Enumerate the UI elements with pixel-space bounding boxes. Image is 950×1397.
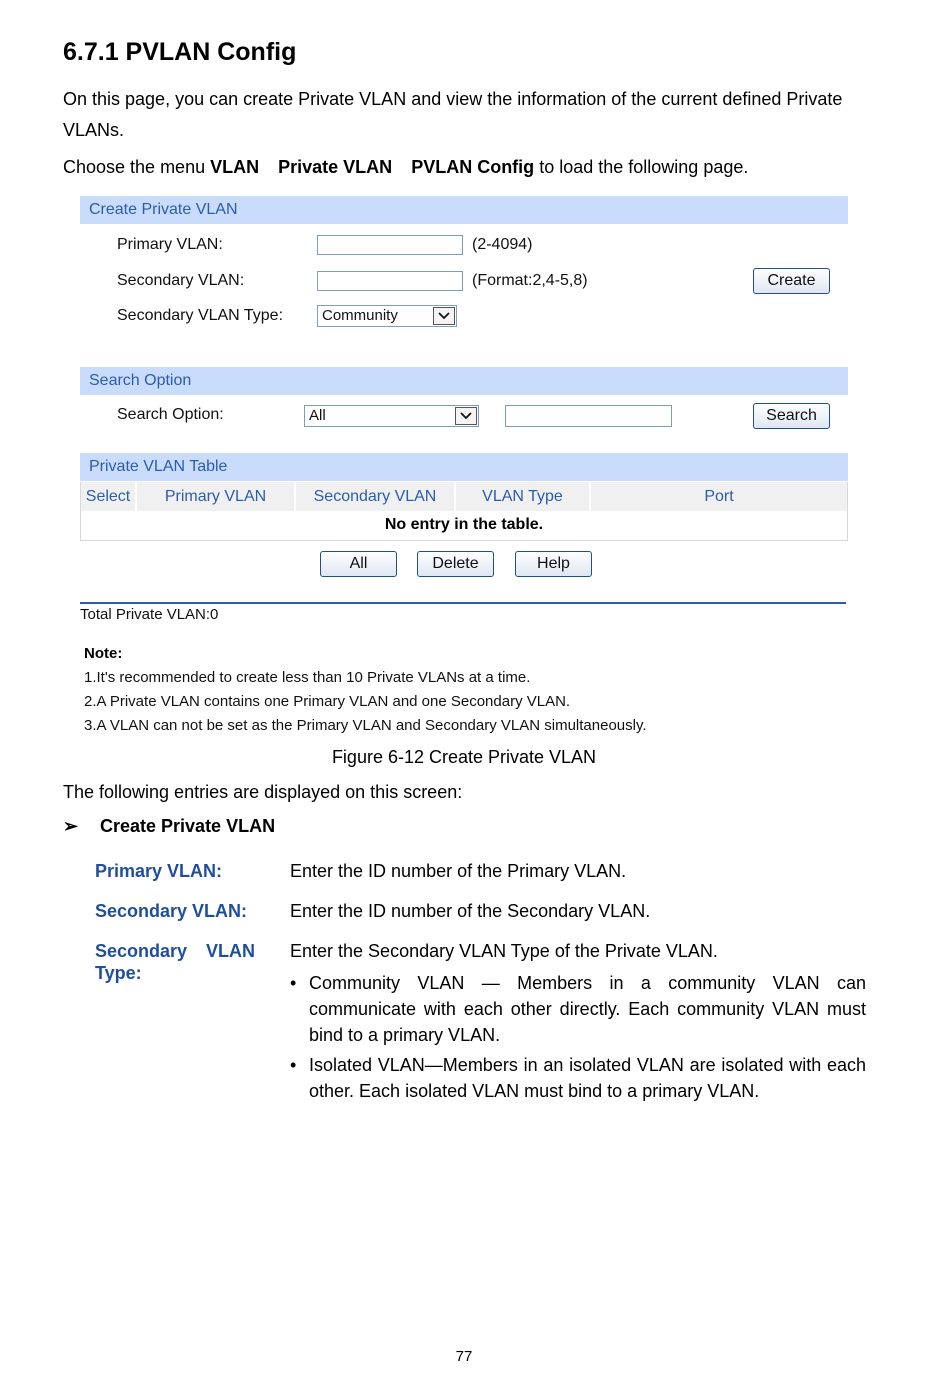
all-button[interactable]: All bbox=[320, 551, 397, 577]
primary-vlan-input[interactable] bbox=[317, 235, 463, 255]
secondary-vlan-type-label: Secondary VLAN Type: bbox=[117, 307, 284, 324]
menu-suffix: to load the following page. bbox=[539, 157, 749, 177]
create-private-vlan-bar: Create Private VLAN bbox=[80, 196, 848, 224]
divider bbox=[80, 602, 846, 604]
table-empty-row: No entry in the table. bbox=[80, 511, 848, 541]
column-header-vlan-type: VLAN Type bbox=[456, 482, 591, 511]
desc-secondary-vlan-type: Enter the Secondary VLAN Type of the Private VLAN. bbox=[290, 941, 718, 961]
note-title: Note: bbox=[84, 645, 123, 662]
chevron-down-icon[interactable] bbox=[455, 407, 477, 425]
desc-secondary-vlan: Enter the ID number of the Secondary VLAN. bbox=[290, 901, 651, 921]
menu-item-private-vlan: Private VLAN bbox=[278, 157, 393, 177]
bullet-dot-icon: • bbox=[290, 1055, 297, 1075]
table-header bbox=[80, 482, 848, 511]
search-button[interactable]: Search bbox=[753, 403, 830, 429]
column-header-primary-vlan: Primary VLAN bbox=[137, 482, 296, 511]
list-item bbox=[290, 1052, 866, 1104]
bullet-dot-icon: • bbox=[290, 973, 297, 993]
menu-item-pvlan-config: PVLAN Config bbox=[411, 157, 535, 177]
section-heading-text: Create Private VLAN bbox=[100, 816, 276, 836]
list-item bbox=[290, 970, 866, 1048]
bullet-isolated-vlan: Isolated VLAN—Members in an isolated VLAN are isolated with each other. Each isolated VLAN must bind to a primary VLAN. bbox=[309, 1055, 866, 1101]
bullet-community-vlan: Community VLAN — Members in a community VLAN can communicate with each other directly. Each community VLAN must bind to a primary VLAN. bbox=[309, 973, 866, 1045]
search-option-bar: Search Option bbox=[80, 367, 848, 395]
figure-caption: Figure 6-12 Create Private VLAN bbox=[331, 747, 597, 767]
note-line-3: 3.A VLAN can not be set as the Primary VLAN and Secondary VLAN simultaneously. bbox=[84, 717, 647, 734]
menu-instruction bbox=[63, 152, 748, 183]
note-line-2: 2.A Private VLAN contains one Primary VLAN and one Secondary VLAN. bbox=[84, 693, 571, 710]
term-secondary-vlan-type-text: Secondary VLAN Type: bbox=[95, 941, 255, 983]
menu-prefix: Choose the menu bbox=[63, 157, 206, 177]
column-header-port: Port bbox=[704, 488, 734, 505]
term-secondary-vlan: Secondary VLAN: bbox=[95, 901, 248, 921]
page-title: 6.7.1 PVLAN Config bbox=[63, 38, 297, 66]
secondary-vlan-hint: (Format:2,4-5,8) bbox=[472, 272, 588, 289]
search-option-label: Search Option: bbox=[117, 406, 224, 423]
desc-primary-vlan: Enter the ID number of the Primary VLAN. bbox=[290, 861, 627, 881]
primary-vlan-hint: (2-4094) bbox=[472, 236, 533, 253]
search-option-select[interactable] bbox=[304, 405, 479, 427]
note-line-1: 1.It's recommended to create less than 10 Private VLANs at a time. bbox=[84, 669, 531, 686]
search-input[interactable] bbox=[505, 405, 672, 427]
section-heading bbox=[63, 816, 275, 837]
create-button[interactable]: Create bbox=[753, 268, 830, 294]
page-number: 77 bbox=[455, 1348, 473, 1365]
term-secondary-vlan-type bbox=[95, 940, 255, 984]
secondary-vlan-label: Secondary VLAN: bbox=[117, 272, 245, 289]
secondary-vlan-type-select[interactable] bbox=[317, 305, 457, 327]
entries-intro: The following entries are displayed on this screen: bbox=[63, 782, 463, 802]
delete-button[interactable]: Delete bbox=[417, 551, 494, 577]
arrow-bullet-icon: ➢ bbox=[63, 816, 79, 836]
search-option-value: All bbox=[309, 407, 326, 424]
secondary-vlan-type-value: Community bbox=[322, 307, 398, 324]
primary-vlan-label: Primary VLAN: bbox=[117, 236, 223, 253]
column-header-secondary-vlan: Secondary VLAN bbox=[296, 482, 456, 511]
secondary-vlan-input[interactable] bbox=[317, 271, 463, 291]
private-vlan-table-bar: Private VLAN Table bbox=[80, 453, 848, 481]
help-button[interactable]: Help bbox=[515, 551, 592, 577]
total-private-vlan: Total Private VLAN:0 bbox=[80, 606, 219, 623]
chevron-down-icon[interactable] bbox=[433, 307, 455, 325]
intro-paragraph: On this page, you can create Private VLAN and view the information of the current defined Private VLANs. bbox=[63, 89, 843, 140]
term-primary-vlan: Primary VLAN: bbox=[95, 861, 223, 881]
menu-item-vlan: VLAN bbox=[210, 157, 260, 177]
column-header-select: Select bbox=[81, 482, 137, 511]
